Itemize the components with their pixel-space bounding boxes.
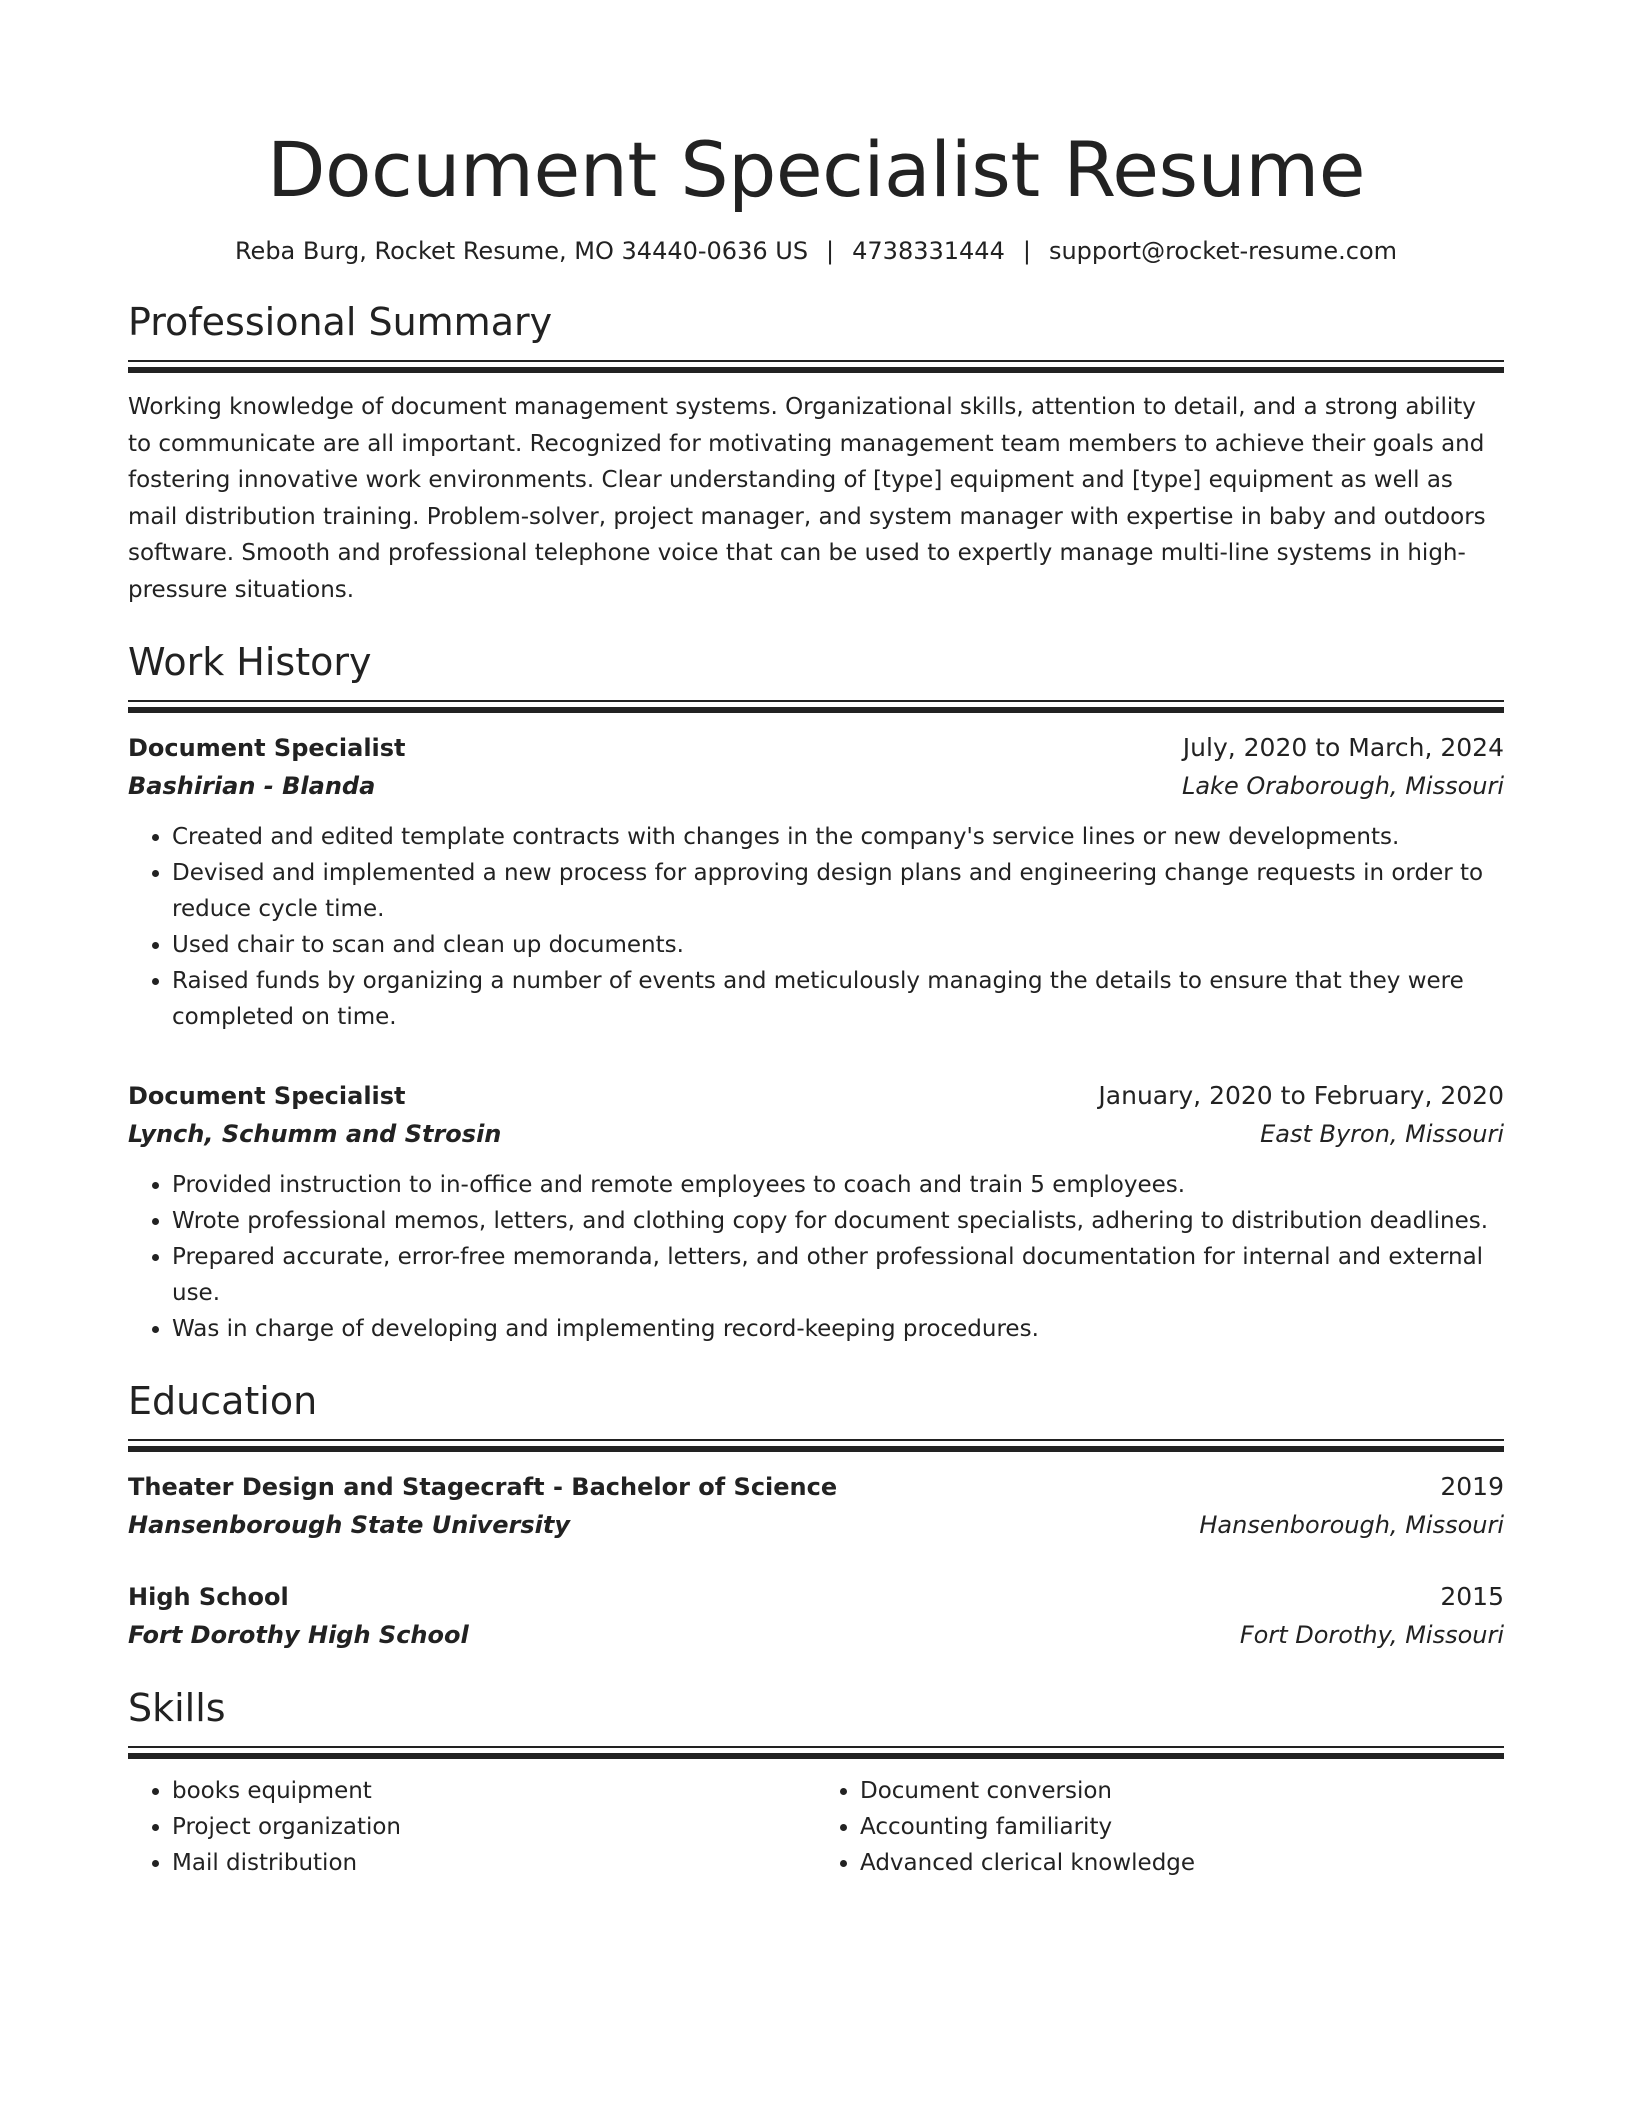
section-heading: Professional Summary (128, 300, 553, 344)
job-bullets (128, 819, 1504, 1035)
contact-line (128, 234, 1504, 268)
skill-item: • Project organization (172, 1809, 816, 1845)
section-divider (128, 700, 1504, 713)
skill-item: • books equipment (172, 1773, 816, 1809)
school-location: Fort Dorothy, Missouri (1239, 1621, 1504, 1649)
list-item: • Prepared accurate, error-free memoranda, letters, and other professional documentation for internal and external use. (172, 1239, 1504, 1311)
graduation-year: 2015 (1440, 1582, 1504, 1611)
job-company: Bashirian - Blanda (128, 772, 376, 800)
skills-grid (128, 1773, 1504, 1881)
skill-item: • Advanced clerical knowledge (860, 1845, 1504, 1881)
contact-address: Reba Burg, Rocket Resume, MO 34440-0636 US (234, 237, 809, 265)
education-entry (128, 1578, 1504, 1654)
degree: Theater Design and Stagecraft - Bachelor of Science (128, 1473, 838, 1501)
contact-separator: | (826, 237, 835, 265)
job-dates: January, 2020 to February, 2020 (1098, 1081, 1504, 1110)
school-name: Hansenborough State University (128, 1511, 570, 1539)
job-title: Document Specialist (128, 734, 406, 762)
school-name: Fort Dorothy High School (128, 1621, 469, 1649)
section-heading: Skills (128, 1686, 226, 1730)
skill-item: • Document conversion (860, 1773, 1504, 1809)
contact-separator: | (1022, 237, 1031, 265)
job-entry (128, 729, 1504, 1035)
page-title: Document Specialist Resume (266, 125, 1366, 214)
resume-page (128, 0, 1504, 1881)
list-item: • Was in charge of developing and implementing record-keeping procedures. (172, 1311, 1504, 1347)
job-company: Lynch, Schumm and Strosin (128, 1120, 502, 1148)
summary-text: Working knowledge of document management systems. Organizational skills, attention to detail, and a strong ability to communicate are all important. Recognized for motivating management team members to achieve their goals and fostering innovative work environments. Clear understanding of [type] equipment and [type] equipment as well as mail distribution training. Problem-solver, project manager, and system manager with expertise in baby and outdoors software. Smooth and professional telephone voice that can be used to expertly manage multi-line systems in high-pressure situations. (128, 394, 1486, 603)
list-item: • Provided instruction to in-office and remote employees to coach and train 5 employees. (172, 1167, 1504, 1203)
section-divider (128, 360, 1504, 373)
section-divider (128, 1746, 1504, 1759)
graduation-year: 2019 (1440, 1472, 1504, 1501)
job-bullets (128, 1167, 1504, 1347)
contact-email: support@rocket-resume.com (1048, 237, 1398, 265)
work-history-section (128, 638, 1504, 1347)
skills-section (128, 1684, 1504, 1881)
job-dates: July, 2020 to March, 2024 (1182, 733, 1504, 762)
list-item: • Wrote professional memos, letters, and clothing copy for document specialists, adhering to distribution deadlines. (172, 1203, 1504, 1239)
skills-column-right (816, 1773, 1504, 1881)
contact-phone: 4738331444 (852, 237, 1005, 265)
section-heading: Work History (128, 640, 372, 684)
list-item: • Created and edited template contracts with changes in the company's service lines or new developments. (172, 819, 1504, 855)
skill-item: • Mail distribution (172, 1845, 816, 1881)
education-entry (128, 1468, 1504, 1544)
school-location: Hansenborough, Missouri (1199, 1511, 1504, 1539)
degree: High School (128, 1583, 289, 1611)
education-section (128, 1377, 1504, 1654)
section-divider (128, 1439, 1504, 1452)
section-heading: Education (128, 1379, 318, 1423)
job-location: Lake Oraborough, Missouri (1181, 772, 1504, 800)
job-title: Document Specialist (128, 1082, 406, 1110)
skills-column-left (128, 1773, 816, 1881)
job-location: East Byron, Missouri (1260, 1120, 1504, 1148)
skill-item: • Accounting familiarity (860, 1809, 1504, 1845)
list-item: • Devised and implemented a new process for approving design plans and engineering change requests in order to reduce cycle time. (172, 855, 1504, 927)
job-entry (128, 1077, 1504, 1347)
list-item: • Raised funds by organizing a number of events and meticulously managing the details to ensure that they were completed on time. (172, 963, 1504, 1035)
list-item: • Used chair to scan and clean up documents. (172, 927, 1504, 963)
summary-section (128, 298, 1504, 608)
